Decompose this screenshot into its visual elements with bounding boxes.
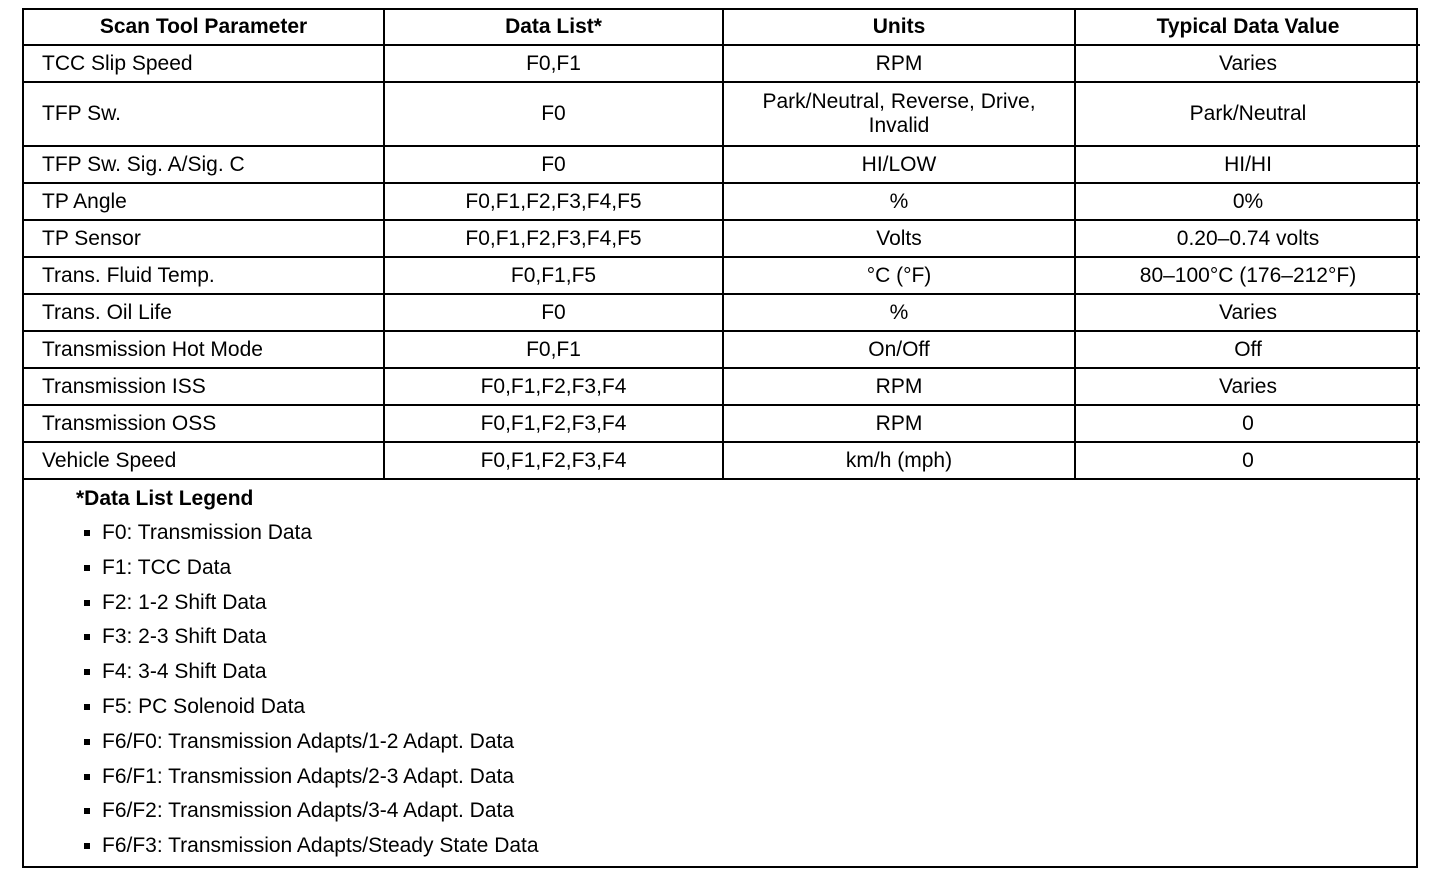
typical-value-cell: Varies [1075, 45, 1420, 82]
data-list-cell: F0 [384, 82, 723, 146]
parameter-cell: TP Sensor [24, 220, 384, 257]
table-row [24, 45, 1420, 82]
table-row [24, 82, 1420, 146]
table-row [24, 257, 1420, 294]
legend-item [76, 833, 1416, 868]
data-list-cell: F0,F1,F2,F3,F4 [384, 405, 723, 442]
data-list-cell: F0,F1,F2,F3,F4 [384, 442, 723, 479]
data-list-cell: F0,F1,F2,F3,F4,F5 [384, 183, 723, 220]
bullet-icon [84, 530, 90, 536]
table-row [24, 220, 1420, 257]
column-header-parameter: Scan Tool Parameter [24, 10, 384, 45]
parameter-cell: Trans. Fluid Temp. [24, 257, 384, 294]
data-list-cell: F0 [384, 146, 723, 183]
table-row [24, 442, 1420, 479]
parameter-cell: TFP Sw. Sig. A/Sig. C [24, 146, 384, 183]
data-list-cell: F0,F1 [384, 45, 723, 82]
bullet-icon [84, 774, 90, 780]
legend-item-text: F6/F3: Transmission Adapts/Steady State Data [102, 834, 539, 858]
bullet-icon [84, 843, 90, 849]
legend-item [76, 520, 1416, 555]
table-row [24, 405, 1420, 442]
legend-item-text: F6/F1: Transmission Adapts/2-3 Adapt. Data [102, 764, 515, 788]
data-list-cell: F0,F1,F5 [384, 257, 723, 294]
legend-list [76, 520, 1416, 868]
data-list-cell: F0,F1,F2,F3,F4,F5 [384, 220, 723, 257]
units-cell: °C (°F) [723, 257, 1075, 294]
column-header-units: Units [723, 10, 1075, 45]
legend-item [76, 659, 1416, 694]
units-cell: Volts [723, 220, 1075, 257]
legend-item [76, 729, 1416, 764]
typical-value-cell: 0 [1075, 405, 1420, 442]
units-cell: RPM [723, 368, 1075, 405]
legend-item-text: F6/F0: Transmission Adapts/1-2 Adapt. Data [102, 729, 515, 753]
parameter-cell: Trans. Oil Life [24, 294, 384, 331]
typical-value-cell: Park/Neutral [1075, 82, 1420, 146]
typical-value-cell: Varies [1075, 294, 1420, 331]
typical-value-cell: 0 [1075, 442, 1420, 479]
parameter-cell: TFP Sw. [24, 82, 384, 146]
data-list-cell: F0,F1,F2,F3,F4 [384, 368, 723, 405]
legend-item-text: F3: 2-3 Shift Data [102, 625, 267, 649]
bullet-icon [84, 600, 90, 606]
scan-tool-data-table [22, 8, 1418, 868]
typical-value-cell: 0.20–0.74 volts [1075, 220, 1420, 257]
bullet-icon [84, 704, 90, 710]
typical-value-cell: 80–100°C (176–212°F) [1075, 257, 1420, 294]
legend-item [76, 555, 1416, 590]
legend-title: *Data List Legend [76, 487, 254, 510]
column-header-data-list: Data List* [384, 10, 723, 45]
units-cell: On/Off [723, 331, 1075, 368]
bullet-icon [84, 565, 90, 571]
table-row [24, 183, 1420, 220]
table-row [24, 368, 1420, 405]
data-list-legend [24, 480, 1416, 868]
parameter-cell: Transmission ISS [24, 368, 384, 405]
bullet-icon [84, 739, 90, 745]
legend-item-text: F1: TCC Data [102, 555, 232, 579]
legend-item [76, 694, 1416, 729]
units-cell: km/h (mph) [723, 442, 1075, 479]
typical-value-cell: HI/HI [1075, 146, 1420, 183]
typical-value-cell: 0% [1075, 183, 1420, 220]
legend-item-text: F5: PC Solenoid Data [102, 694, 306, 718]
parameter-cell: Transmission OSS [24, 405, 384, 442]
table-row [24, 294, 1420, 331]
units-cell: % [723, 294, 1075, 331]
table-row [24, 146, 1420, 183]
typical-value-cell: Off [1075, 331, 1420, 368]
legend-item [76, 590, 1416, 625]
legend-item-text: F0: Transmission Data [102, 521, 313, 544]
units-cell: Park/Neutral, Reverse, Drive, Invalid [723, 82, 1075, 146]
parameter-cell: Vehicle Speed [24, 442, 384, 479]
bullet-icon [84, 634, 90, 640]
parameter-cell: TCC Slip Speed [24, 45, 384, 82]
parameter-cell: TP Angle [24, 183, 384, 220]
legend-item [76, 624, 1416, 659]
column-header-typical-value: Typical Data Value [1075, 10, 1420, 45]
legend-item-text: F2: 1-2 Shift Data [102, 590, 267, 614]
typical-value-cell: Varies [1075, 368, 1420, 405]
units-cell: % [723, 183, 1075, 220]
bullet-icon [84, 669, 90, 675]
data-list-cell: F0 [384, 294, 723, 331]
header-row [24, 10, 1420, 45]
legend-item-text: F6/F2: Transmission Adapts/3-4 Adapt. Data [102, 799, 515, 823]
parameter-table [24, 10, 1420, 480]
units-cell: HI/LOW [723, 146, 1075, 183]
units-cell: RPM [723, 405, 1075, 442]
legend-item-text: F4: 3-4 Shift Data [102, 660, 267, 684]
legend-item [76, 798, 1416, 833]
bullet-icon [84, 808, 90, 814]
units-cell: RPM [723, 45, 1075, 82]
data-list-cell: F0,F1 [384, 331, 723, 368]
legend-item [76, 764, 1416, 799]
parameter-cell: Transmission Hot Mode [24, 331, 384, 368]
table-row [24, 331, 1420, 368]
